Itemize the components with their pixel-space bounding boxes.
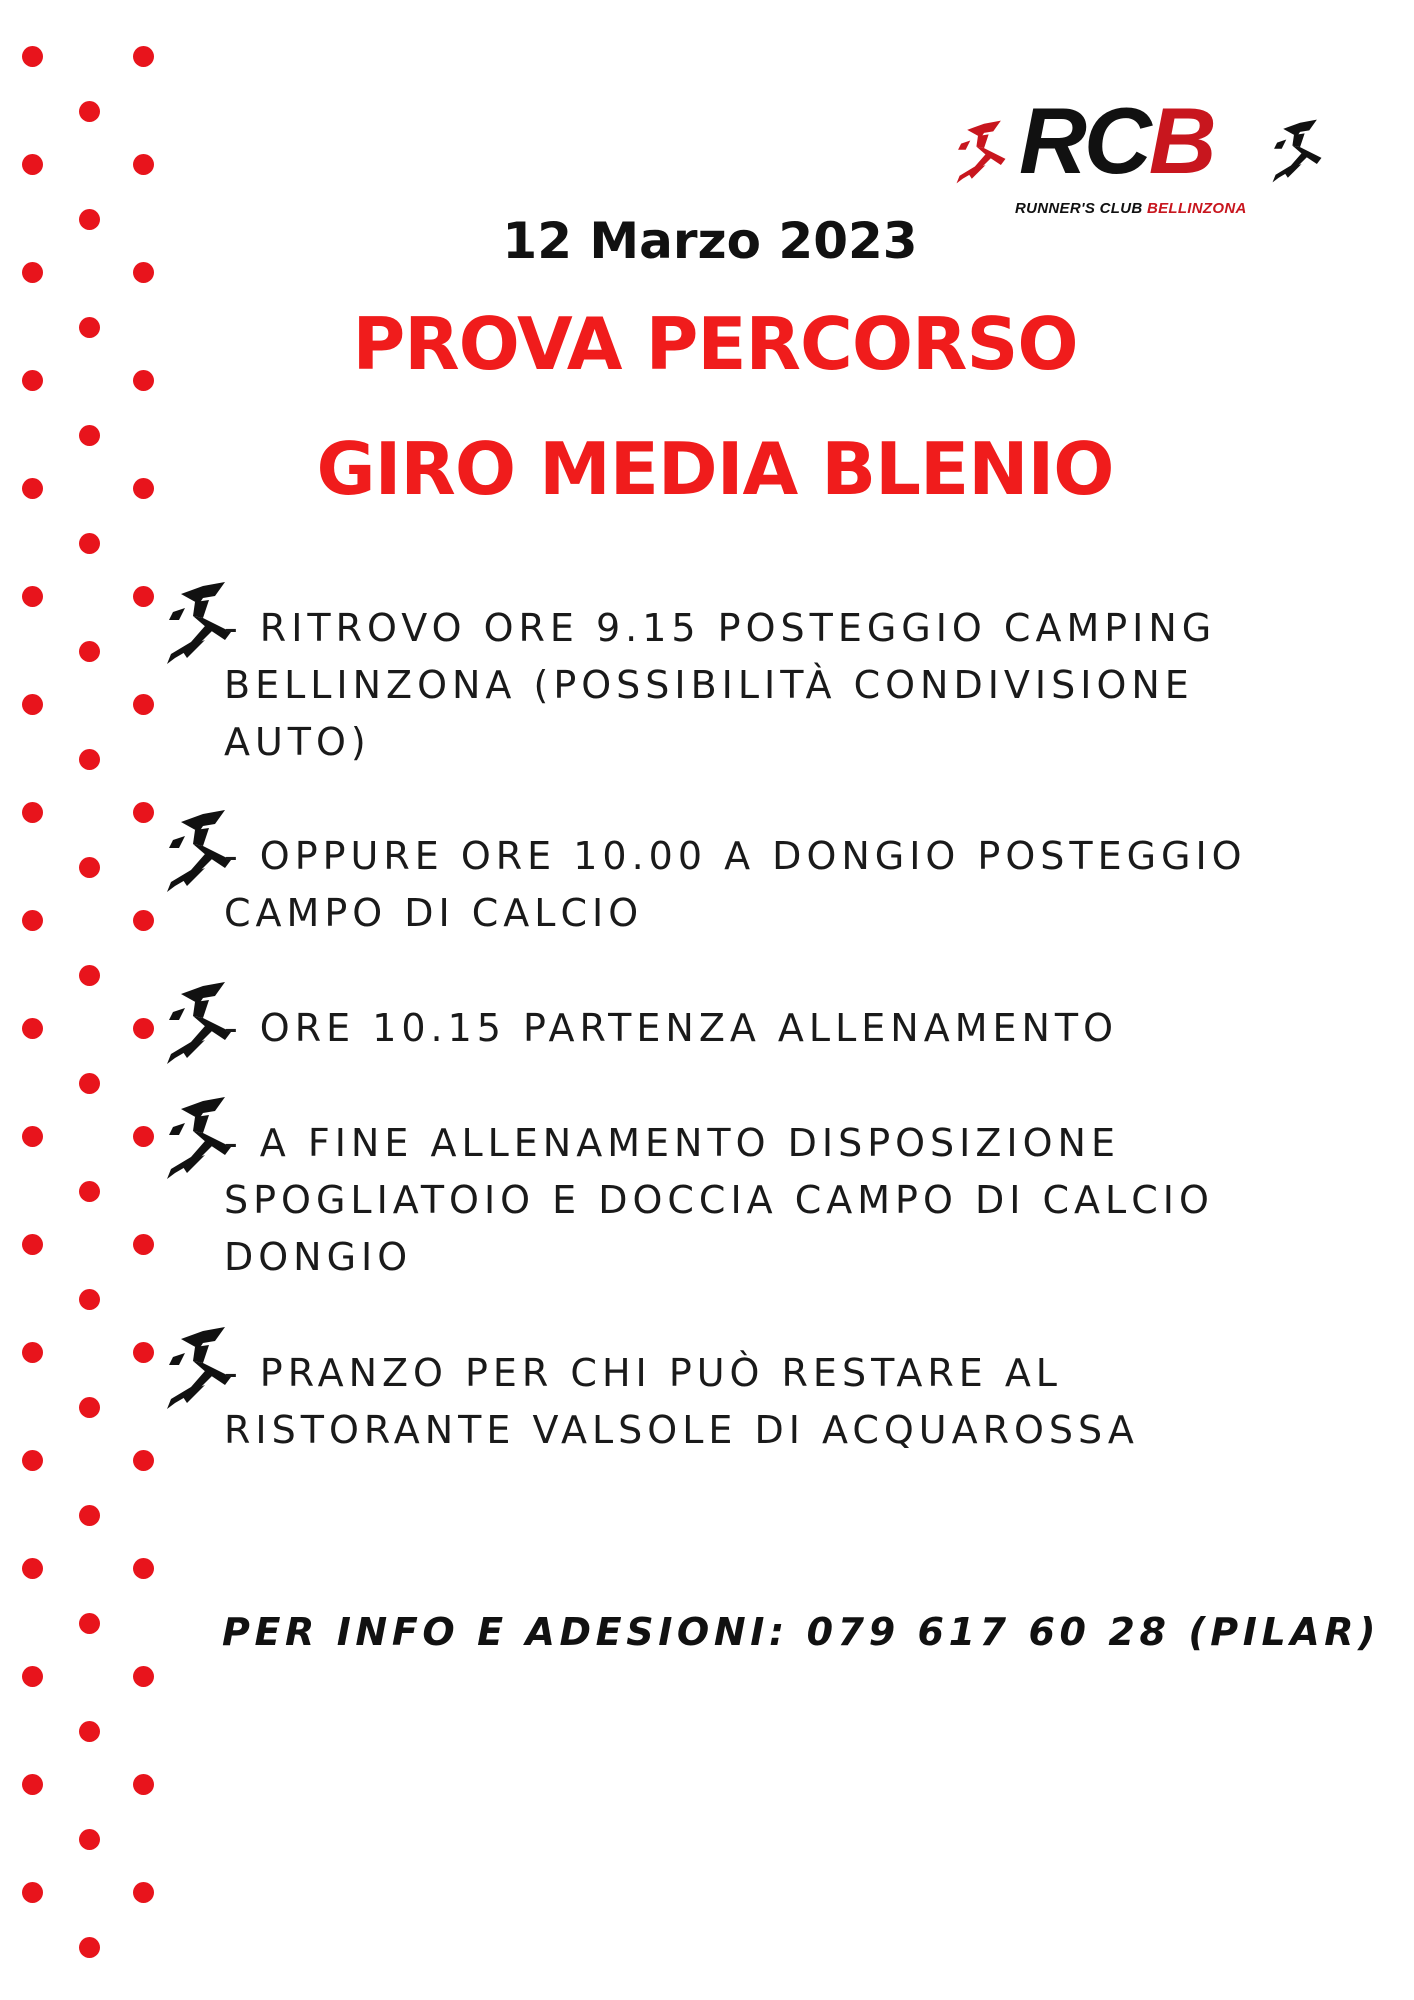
decorative-dot [22,1558,43,1579]
event-date: 12 Marzo 2023 [502,212,918,270]
decorative-dot [133,910,154,931]
decorative-dot [22,478,43,499]
decorative-dot [133,370,154,391]
list-item-line: AUTO) [224,720,371,764]
logo-runner-dark-icon [1271,112,1323,190]
contact-info: PER INFO E ADESIONI: 079 617 60 28 (PILAR) [222,1610,1381,1654]
decorative-dot [133,1342,154,1363]
decorative-dot [79,209,100,230]
decorative-dot [22,910,43,931]
decorative-dot [79,857,100,878]
decorative-dot [22,694,43,715]
decorative-dot [79,1397,100,1418]
decorative-dot [133,694,154,715]
list-item-line: - A FINE ALLENAMENTO DISPOSIZIONE [224,1121,1120,1165]
decorative-dot [79,749,100,770]
decorative-dot [22,1342,43,1363]
decorative-dot [79,1505,100,1526]
decorative-dot [79,317,100,338]
list-item-line: - PRANZO PER CHI PUÒ RESTARE AL [224,1351,1062,1395]
decorative-dot [79,965,100,986]
list-item-text [224,1115,1264,1286]
list-item-line: - RITROVO ORE 9.15 POSTEGGIO CAMPING [224,606,1217,650]
rcb-logo [955,88,1335,218]
decorative-dot [79,1289,100,1310]
decorative-dot [79,641,100,662]
decorative-dot [22,1450,43,1471]
decorative-dot [133,802,154,823]
list-item-line: CAMPO DI CALCIO [224,891,644,935]
logo-letter-b: B [1148,88,1214,193]
decorative-dot [79,1829,100,1850]
decorative-dot-pattern [0,0,170,2000]
list-item-text [224,828,1264,942]
list-item-line: RISTORANTE VALSOLE DI ACQUAROSSA [224,1408,1139,1452]
decorative-dot [22,46,43,67]
decorative-dot [79,1937,100,1958]
list-item-line: BELLINZONA (POSSIBILITÀ CONDIVISIONE [224,663,1194,707]
decorative-dot [133,1774,154,1795]
title-line-1: PROVA PERCORSO [352,302,1078,386]
runner-icon [165,582,233,664]
list-item-line: DONGIO [224,1235,413,1279]
decorative-dot [79,1721,100,1742]
decorative-dot [133,1558,154,1579]
decorative-dot [133,1882,154,1903]
decorative-dot [79,1073,100,1094]
decorative-dot [133,262,154,283]
decorative-dot [22,586,43,607]
logo-letters [1019,88,1214,193]
decorative-dot [79,533,100,554]
decorative-dot [22,1234,43,1255]
decorative-dot [133,1450,154,1471]
decorative-dot [22,262,43,283]
logo-letters-rc: RC [1019,88,1149,193]
decorative-dot [22,1018,43,1039]
decorative-dot [79,425,100,446]
decorative-dot [79,1181,100,1202]
logo-subtitle-club: RUNNER'S CLUB [1015,200,1143,217]
decorative-dot [22,1774,43,1795]
list-item-line: SPOGLIATOIO E DOCCIA CAMPO DI CALCIO [224,1178,1214,1222]
decorative-dot [22,154,43,175]
logo-subtitle-city: BELLINZONA [1146,200,1247,217]
decorative-dot [79,1613,100,1634]
runner-icon [165,1327,233,1409]
logo-subtitle [1015,200,1247,217]
decorative-dot [133,46,154,67]
list-item-text [224,1000,1264,1057]
decorative-dot [133,1018,154,1039]
decorative-dot [133,1666,154,1687]
decorative-dot [133,586,154,607]
list-item-text [224,600,1264,771]
runner-icon [165,982,233,1064]
decorative-dot [22,370,43,391]
list-item-line: - OPPURE ORE 10.00 A DONGIO POSTEGGIO [224,834,1247,878]
runner-icon [165,810,233,892]
runner-icon [165,1097,233,1179]
decorative-dot [22,1126,43,1147]
list-item-line: - ORE 10.15 PARTENZA ALLENAMENTO [224,1006,1119,1050]
decorative-dot [133,154,154,175]
decorative-dot [22,1882,43,1903]
logo-runner-red-icon [955,112,1007,192]
decorative-dot [22,1666,43,1687]
decorative-dot [133,1126,154,1147]
decorative-dot [79,101,100,122]
decorative-dot [133,478,154,499]
title-line-2: GIRO MEDIA BLENIO [316,427,1114,511]
decorative-dot [22,802,43,823]
list-item-text [224,1345,1264,1459]
decorative-dot [133,1234,154,1255]
